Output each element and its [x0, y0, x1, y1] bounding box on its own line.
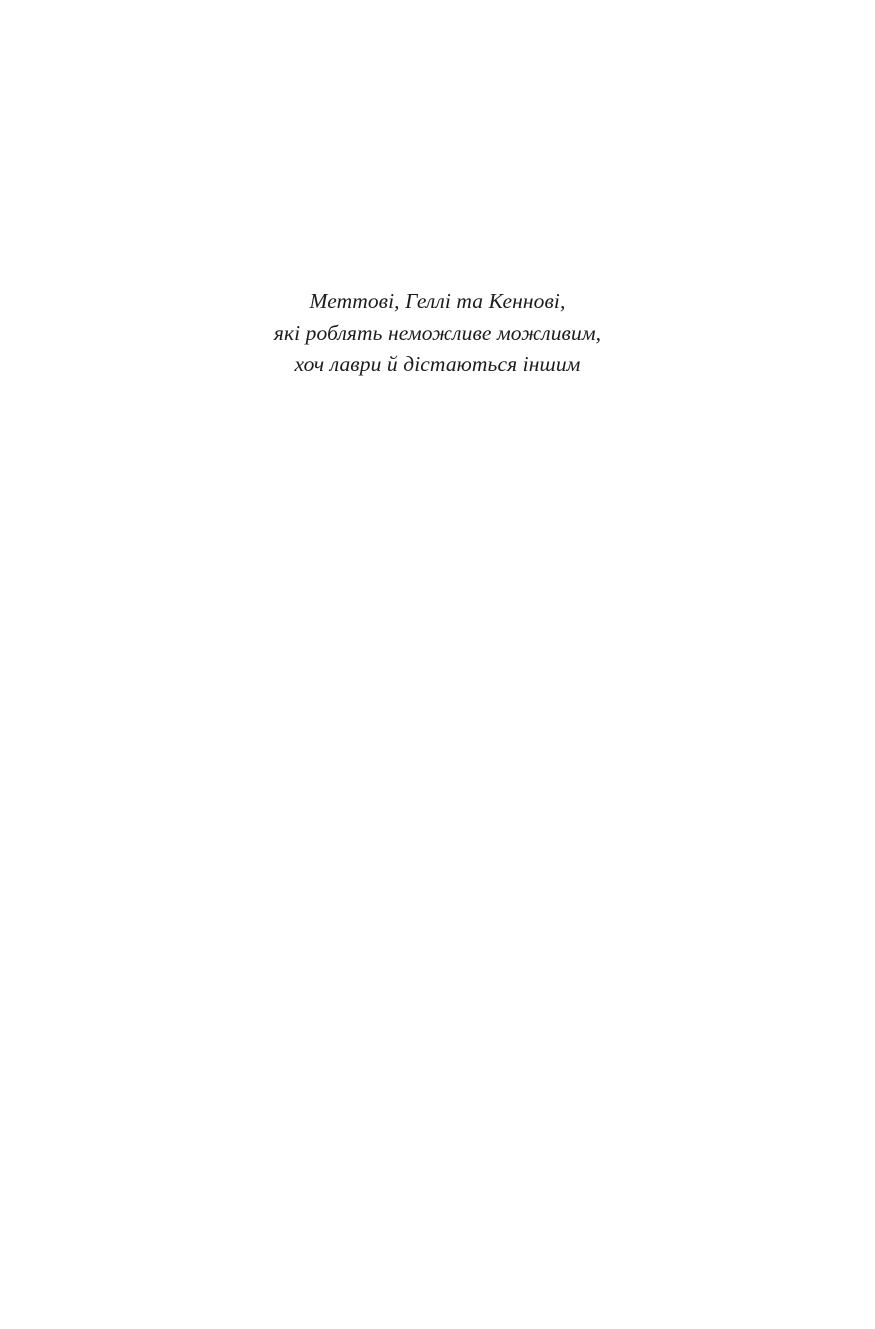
dedication-line-3: хоч лаври й дістаються іншим — [294, 352, 581, 376]
dedication-line-2: які роблять неможливе можливим, — [273, 320, 602, 345]
dedication-line-1: Меттові, Геллі та Кеннові, — [309, 289, 566, 313]
dedication-block — [0, 286, 875, 381]
